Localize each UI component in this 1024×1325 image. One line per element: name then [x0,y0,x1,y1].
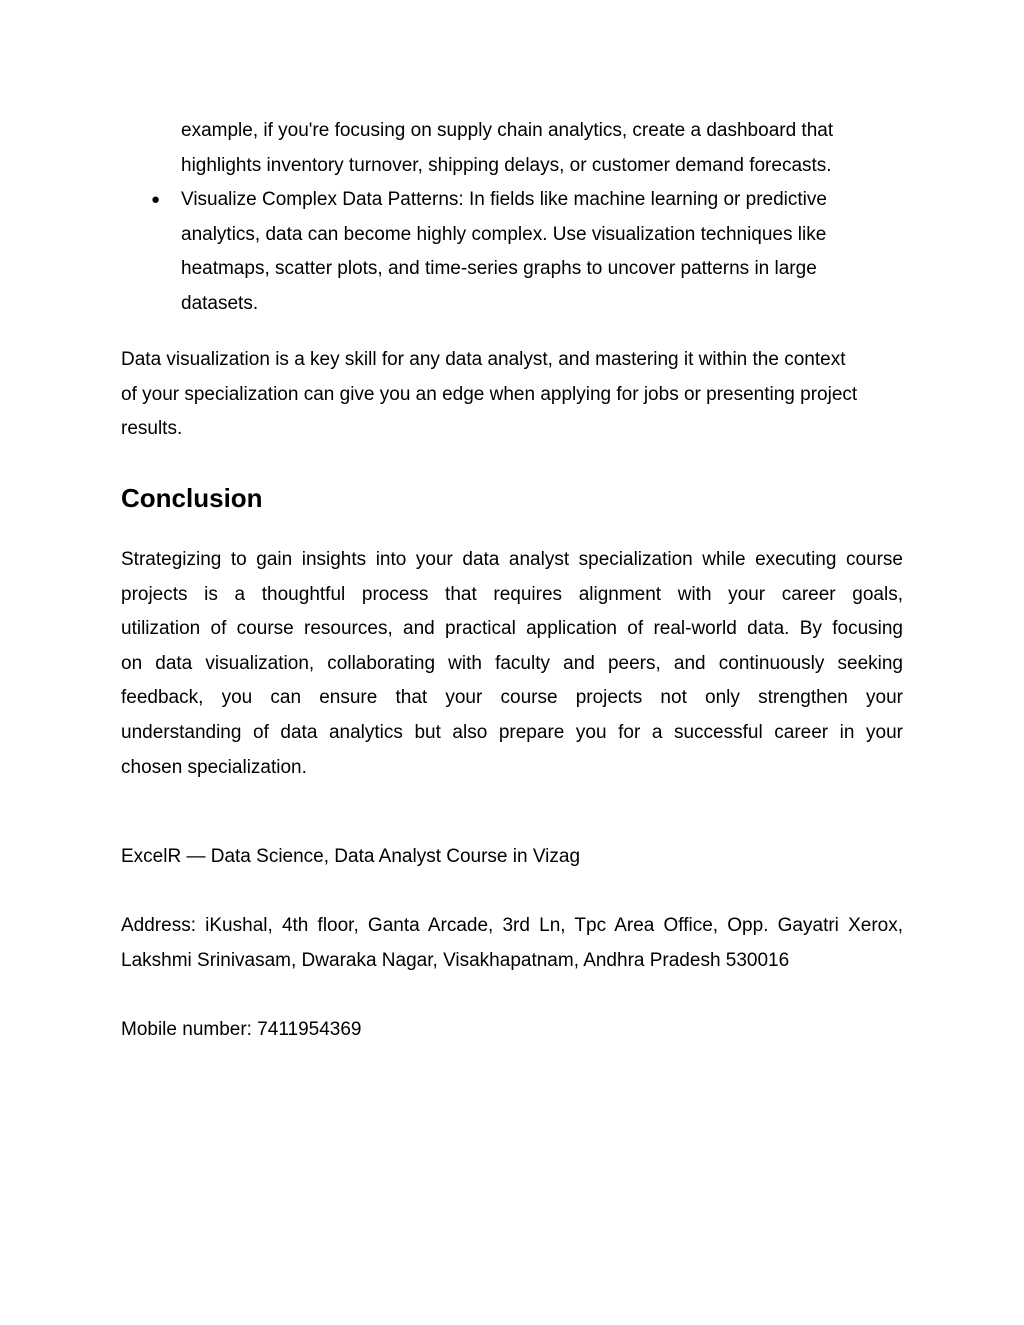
address-line: Address: iKushal, 4th floor, Ganta Arcade, 3rd Ln, Tpc Area Office, Opp. Gayatri Xerox, [121,915,903,936]
paragraph-line: projects is a thoughtful process that requires alignment with your career goals, [121,583,903,605]
paragraph-line: of your specialization can give you an edge when applying for jobs or presenting project [121,383,858,405]
contact-title: ExcelR — Data Science, Data Analyst Course in Vizag [121,846,581,867]
paragraph-line: Strategizing to gain insights into your data analyst specialization while executing course [121,549,903,570]
bullet-continuation-line: example, if you're focusing on supply chain analytics, create a dashboard that [181,120,834,141]
visualization-paragraph [121,343,903,447]
paragraph-line: understanding of data analytics but also prepare you for a successful career in your [121,721,903,743]
bullet-line: datasets. [181,292,259,314]
bullet-list [0,114,1024,322]
bullet-line: Visualize Complex Data Patterns: In fields like machine learning or predictive [181,189,827,211]
paragraph-line: on data visualization, collaborating with faculty and peers, and continuously seeking [121,652,903,674]
bullet-line: analytics, data can become highly complex. Use visualization techniques like [181,223,827,245]
bullet-line: heatmaps, scatter plots, and time-series graphs to uncover patterns in large [181,258,817,280]
paragraph-line: feedback, you can ensure that your course projects not only strengthen your [121,687,903,709]
contact-mobile: Mobile number: 7411954369 [121,1019,362,1040]
paragraph-line: Data visualization is a key skill for any data analyst, and mastering it within the context [121,349,846,370]
paragraph-line: chosen specialization. [121,756,307,778]
bullet-item [0,183,1024,321]
address-line: Lakshmi Srinivasam, Dwaraka Nagar, Visakhapatnam, Andhra Pradesh 530016 [121,949,790,971]
paragraph-line: utilization of course resources, and practical application of real-world data. By focusing [121,618,903,640]
bullet-continuation-line: highlights inventory turnover, shipping delays, or customer demand forecasts. [181,154,832,176]
bullet-marker: ● [151,191,161,209]
contact-address [121,909,903,978]
section-heading: Conclusion [121,483,263,513]
paragraph-line: results. [121,418,183,440]
conclusion-paragraph [121,543,903,785]
